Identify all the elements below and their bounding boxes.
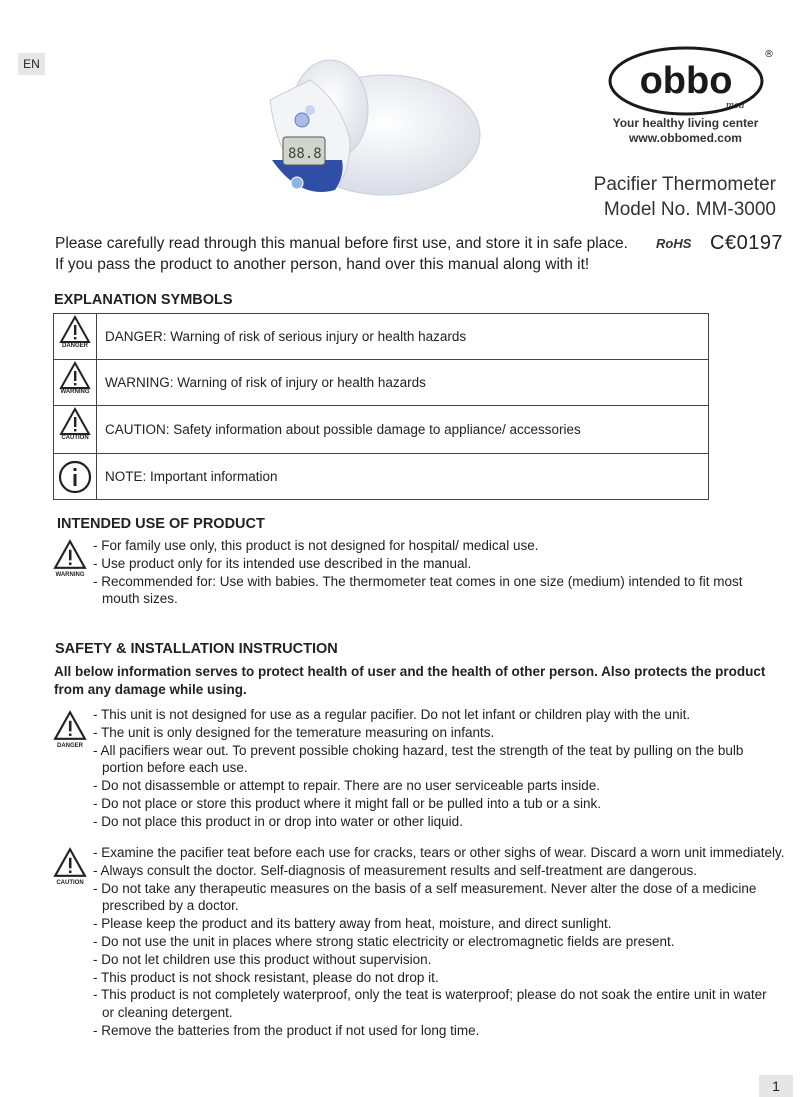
danger-list [93, 706, 743, 831]
table-row [54, 406, 709, 454]
symbol-text: DANGER: Warning of risk of serious injury or health hazards [97, 314, 709, 360]
intended-use-list [93, 537, 743, 608]
registered-mark: ® [764, 49, 774, 60]
list-item: - Do not place this product in or drop into water or other liquid. [93, 813, 463, 829]
intro-line: Please carefully read through this manual before first use, and store it in safe place. [55, 235, 628, 252]
icon-label: CAUTION [61, 435, 89, 441]
symbols-heading: EXPLANATION SYMBOLS [54, 292, 233, 308]
symbol-text: CAUTION: Safety information about possible damage to appliance/ accessories [97, 406, 709, 454]
ce-mark: C€0197 [710, 232, 784, 254]
warning-icon [54, 360, 97, 406]
list-item: - Always consult the doctor. Self-diagnosis of measurement results and self-treatment are dangerous. [93, 862, 698, 878]
danger-icon [54, 314, 97, 360]
icon-label: WARNING [60, 389, 90, 395]
table-row [54, 454, 709, 500]
pacifier-thermometer-image [210, 40, 490, 230]
list-item-continuation: or cleaning detergent. [102, 1005, 233, 1021]
icon-label: WARNING [55, 572, 85, 578]
model-number: Model No. MM-3000 [603, 199, 776, 220]
info-icon [54, 454, 97, 500]
brand-tagline [598, 116, 773, 146]
list-item: - This unit is not designed for use as a regular pacifier. Do not let infant or children play with the unit. [93, 707, 691, 722]
icon-label: DANGER [61, 343, 88, 349]
brand-url: www.obbomed.com [629, 131, 742, 145]
symbol-text: WARNING: Warning of risk of injury or health hazards [97, 360, 709, 406]
product-title: Pacifier Thermometer [593, 174, 776, 195]
list-item: - Please keep the product and its battery away from heat, moisture, and direct sunlight. [93, 916, 612, 932]
list-item-continuation: portion before each use. [102, 760, 248, 776]
list-item: - Do not use the unit in places where strong static electricity or electromagnetic fields are present. [93, 933, 675, 949]
list-item: - This product is not completely waterproof, only the teat is waterproof; please do not soak the entire unit in water [93, 987, 767, 1003]
list-item: - For family use only, this product is not designed for hospital/ medical use. [93, 538, 539, 553]
page-number: 1 [759, 1075, 793, 1097]
icon-label: DANGER [56, 743, 83, 749]
safety-heading: SAFETY & INSTALLATION INSTRUCTION [55, 641, 338, 657]
svg-text:88.8: 88.8 [288, 146, 322, 162]
caution-icon [54, 406, 97, 454]
list-item: - Examine the pacifier teat before each use for cracks, tears or other sighs of wear. Discard a worn unit immediately. [93, 845, 785, 860]
list-item: - Recommended for: Use with babies. The thermometer teat comes in one size (medium) intended to fit most [93, 573, 743, 589]
list-item: - Do not let children use this product without supervision. [93, 951, 432, 967]
list-item: - Remove the batteries from the product if not used for long time. [93, 1022, 480, 1038]
symbol-text: NOTE: Important information [97, 454, 709, 500]
symbols-table [53, 313, 709, 500]
product-title-block [594, 172, 776, 222]
danger-icon [50, 709, 90, 749]
list-item: - Do not disassemble or attempt to repair. There are no user serviceable parts inside. [93, 778, 601, 794]
caution-icon [50, 846, 90, 886]
list-item: - Do not place or store this product where it might fall or be pulled into a tub or a sink. [93, 795, 602, 811]
certification-marks [656, 232, 784, 259]
rohs-mark: RoHS [656, 236, 692, 251]
table-row [54, 314, 709, 360]
list-item: - Do not take any therapeutic measures on the basis of a self measurement. Never alter the dose of a medicine [93, 880, 757, 896]
list-item: - Use product only for its intended use described in the manual. [93, 555, 472, 571]
obbo-logo [606, 45, 776, 117]
icon-label: CAUTION [56, 880, 84, 886]
safety-intro: All below information serves to protect health of user and the health of other person. Also protects the product from any damage while using. [54, 664, 766, 697]
intended-use-heading: INTENDED USE OF PRODUCT [57, 516, 265, 532]
list-item: - This product is not shock resistant, please do not drop it. [93, 969, 439, 985]
intro-text [55, 233, 628, 275]
warning-icon [50, 538, 90, 578]
language-tag: EN [18, 53, 45, 75]
logo-sub: med [726, 99, 745, 111]
list-item: - The unit is only designed for the temerature measuring on infants. [93, 724, 495, 740]
table-row [54, 360, 709, 406]
list-item-continuation: mouth sizes. [102, 591, 178, 607]
logo-text: obbo [639, 60, 733, 102]
caution-list [93, 844, 785, 1040]
tagline-text: Your healthy living center [612, 116, 759, 130]
intro-line: If you pass the product to another person, hand over this manual along with it! [55, 256, 590, 273]
list-item-continuation: prescribed by a doctor. [102, 898, 239, 914]
list-item: - All pacifiers wear out. To prevent possible choking hazard, test the strength of the teat by pulling on the bulb [93, 742, 744, 758]
